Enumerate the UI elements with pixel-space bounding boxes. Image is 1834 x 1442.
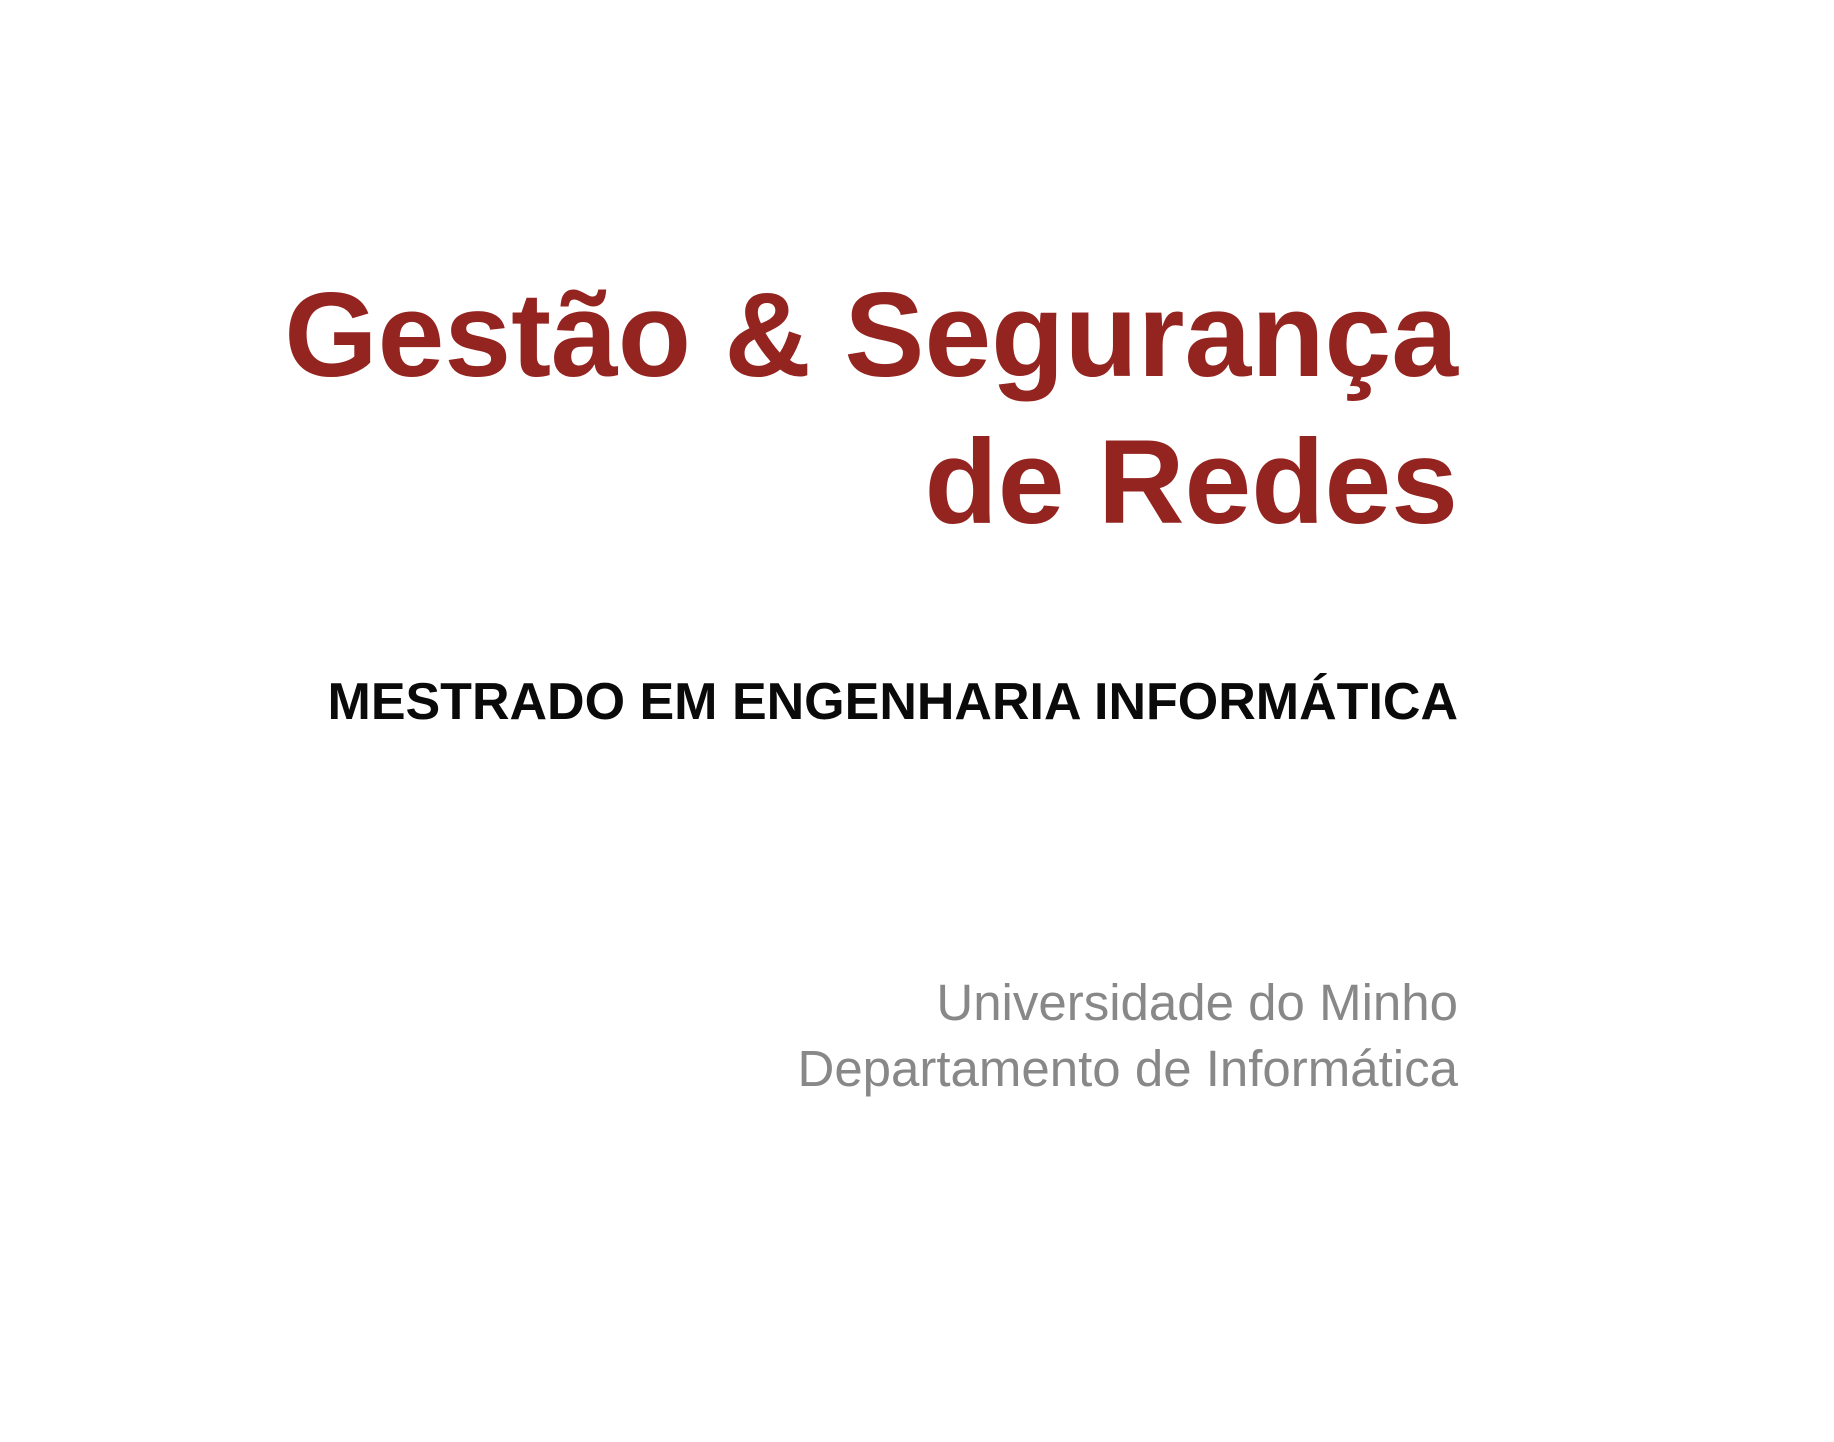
- university-name: Universidade do Minho: [936, 974, 1458, 1031]
- program-subtitle: MESTRADO EM ENGENHARIA INFORMÁTICA: [327, 673, 1458, 731]
- slide-title: [284, 262, 1458, 556]
- institution-block: [797, 970, 1458, 1102]
- slide-title-line-1: Gestão & Segurança: [284, 268, 1458, 402]
- slide-title-line-2: de Redes: [924, 415, 1458, 549]
- department-name: Departamento de Informática: [797, 1040, 1458, 1097]
